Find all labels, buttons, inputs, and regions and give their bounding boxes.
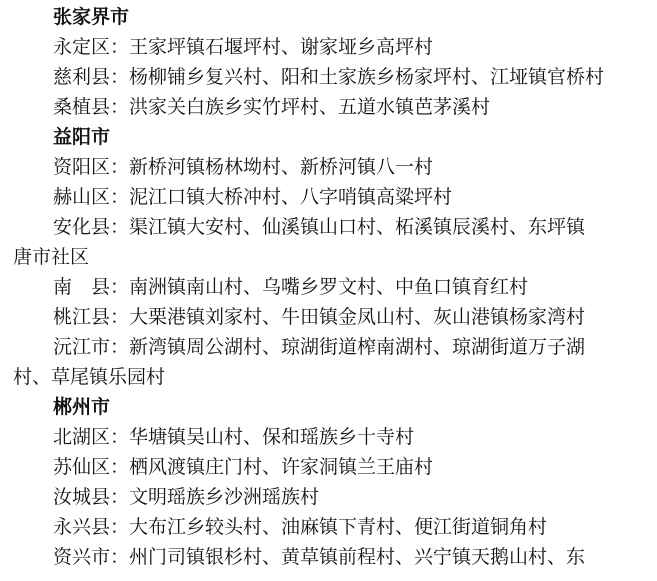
village-list: 栖风渡镇庄门村、许家洞镇兰王庙村 [129,457,434,478]
village-list-continuation: 村、草尾镇乐园村 [13,367,166,388]
county-entry [13,513,613,543]
county-entry [13,93,613,123]
document-body [13,3,613,573]
separator: ： [110,187,130,208]
county-name: 慈利县 [53,67,111,88]
separator: ： [110,517,130,538]
county-entry [13,483,613,513]
separator: ： [110,67,130,88]
county-entry [13,213,613,243]
county-entry [13,183,613,213]
village-list: 王家坪镇石堰坪村、谢家垭乡高坪村 [129,37,434,58]
separator: ： [110,97,130,118]
village-list: 洪家关白族乡实竹坪村、五道水镇芭茅溪村 [129,97,491,118]
village-list: 大栗港镇刘家村、牛田镇金凤山村、灰山港镇杨家湾村 [129,307,586,328]
county-entry [13,423,613,453]
county-name: 资兴市 [53,547,111,568]
county-name: 桃江县 [53,307,111,328]
county-entry [13,273,613,303]
county-name: 苏仙区 [53,457,111,478]
county-name: 安化县 [53,217,111,238]
county-name: 永定区 [53,37,111,58]
county-entry [13,63,613,93]
separator: ： [110,427,130,448]
county-name: 南 县 [53,277,111,298]
village-list-continuation: 唐市社区 [13,247,90,268]
county-name: 桑植县 [53,97,111,118]
city-heading: 益阳市 [53,127,111,148]
separator: ： [110,457,130,478]
separator: ： [110,307,130,328]
separator: ： [110,157,130,178]
village-list: 渠江镇大安村、仙溪镇山口村、柘溪镇辰溪村、东坪镇 [129,217,586,238]
city-heading: 郴州市 [53,397,111,418]
county-entry [13,33,613,63]
village-list: 华塘镇吴山村、保和瑶族乡十寺村 [129,427,415,448]
village-list: 泥江口镇大桥冲村、八字哨镇高粱坪村 [129,187,453,208]
county-name: 汝城县 [53,487,111,508]
county-name: 资阳区 [53,157,111,178]
county-entry [13,333,613,363]
separator: ： [110,487,130,508]
county-entry [13,543,613,573]
village-list: 杨柳铺乡复兴村、阳和土家族乡杨家坪村、江垭镇官桥村 [129,67,605,88]
county-name: 沅江市 [53,337,111,358]
village-list: 南洲镇南山村、乌嘴乡罗文村、中鱼口镇育红村 [129,277,529,298]
county-name: 永兴县 [53,517,111,538]
village-list: 文明瑶族乡沙洲瑶族村 [129,487,320,508]
separator: ： [110,37,130,58]
village-list: 新桥河镇杨林坳村、新桥河镇八一村 [129,157,434,178]
county-entry [13,453,613,483]
county-name: 北湖区 [53,427,111,448]
separator: ： [110,277,130,298]
village-list: 大布江乡较头村、油麻镇下青村、便江街道铜角村 [129,517,548,538]
separator: ： [110,547,130,568]
county-entry [13,153,613,183]
city-heading: 张家界市 [53,7,130,28]
village-list: 新湾镇周公湖村、琼湖街道榨南湖村、琼湖街道万子湖 [129,337,586,358]
village-list: 州门司镇银杉村、黄草镇前程村、兴宁镇天鹅山村、东 [129,547,586,568]
county-name: 赫山区 [53,187,111,208]
county-entry [13,303,613,333]
separator: ： [110,217,130,238]
separator: ： [110,337,130,358]
